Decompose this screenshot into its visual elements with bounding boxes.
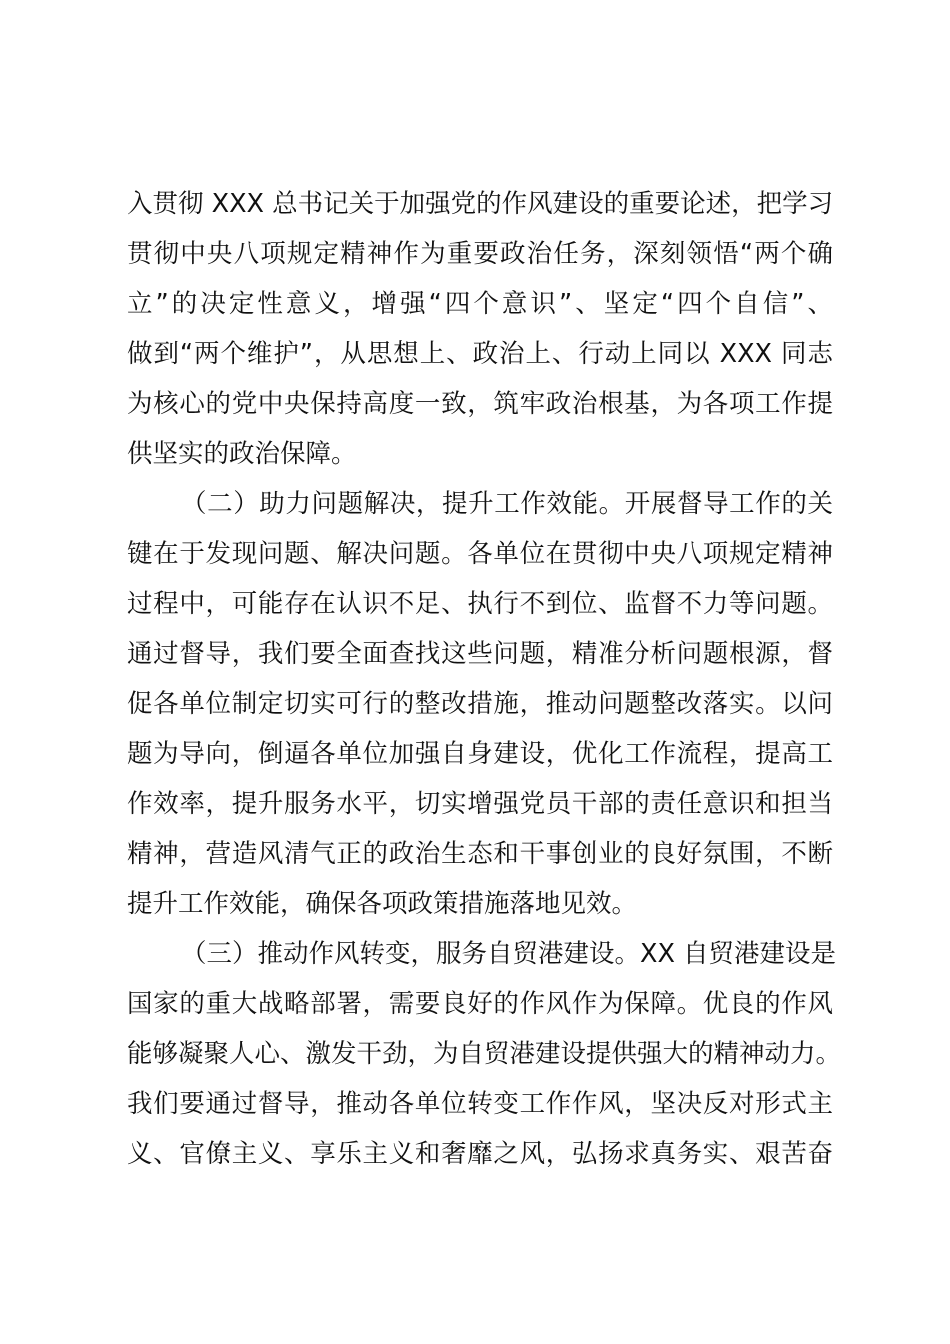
text-line: 入贯彻 XXX 总书记关于加强党的作风建设的重要论述，把学习 <box>127 189 834 219</box>
text-line: 为核心的党中央保持高度一致，筑牢政治根基，为各项工作提 <box>127 389 833 419</box>
text-line: 能够凝聚人心、激发干劲，为自贸港建设提供强大的精神动力。 <box>127 1039 842 1069</box>
text-line: 做到“两个维护”，从思想上、政治上、行动上同以 XXX 同志 <box>127 339 833 369</box>
text-line: 我们要通过督导，推动各单位转变工作作风，坚决反对形式主 <box>127 1089 833 1119</box>
text-line: 题为导向，倒逼各单位加强自身建设，优化工作流程，提高工 <box>127 739 833 769</box>
text-line: 键在于发现问题、解决问题。各单位在贯彻中央八项规定精神 <box>127 539 833 569</box>
paragraph-3 <box>127 929 842 1179</box>
text-line: （二）助力问题解决，提升工作效能。开展督导工作的关 <box>181 489 833 519</box>
text-line: （三）推动作风转变，服务自贸港建设。XX 自贸港建设是 <box>181 939 837 969</box>
text-line: 通过督导，我们要全面查找这些问题，精准分析问题根源，督 <box>127 639 833 669</box>
text-line: 义、官僚主义、享乐主义和奢靡之风，弘扬求真务实、艰苦奋 <box>127 1139 833 1169</box>
body-text <box>127 179 842 1179</box>
text-line: 过程中，可能存在认识不足、执行不到位、监督不力等问题。 <box>127 589 833 619</box>
paragraph-1 <box>127 179 833 479</box>
paragraph-2 <box>127 479 833 929</box>
text-line: 供坚实的政治保障。 <box>127 439 357 469</box>
text-line: 作效率，提升服务水平，切实增强党员干部的责任意识和担当 <box>127 789 833 819</box>
text-line: 精神，营造风清气正的政治生态和干事创业的良好氛围，不断 <box>127 839 833 869</box>
text-line: 促各单位制定切实可行的整改措施，推动问题整改落实。以问 <box>127 689 833 719</box>
text-line: 国家的重大战略部署，需要良好的作风作为保障。优良的作风 <box>127 989 833 1019</box>
text-line: 立”的决定性意义，增强“四个意识”、坚定“四个自信”、 <box>127 289 833 319</box>
text-line: 提升工作效能，确保各项政策措施落地见效。 <box>127 889 638 919</box>
text-line: 贯彻中央八项规定精神作为重要政治任务，深刻领悟“两个确 <box>127 239 833 269</box>
